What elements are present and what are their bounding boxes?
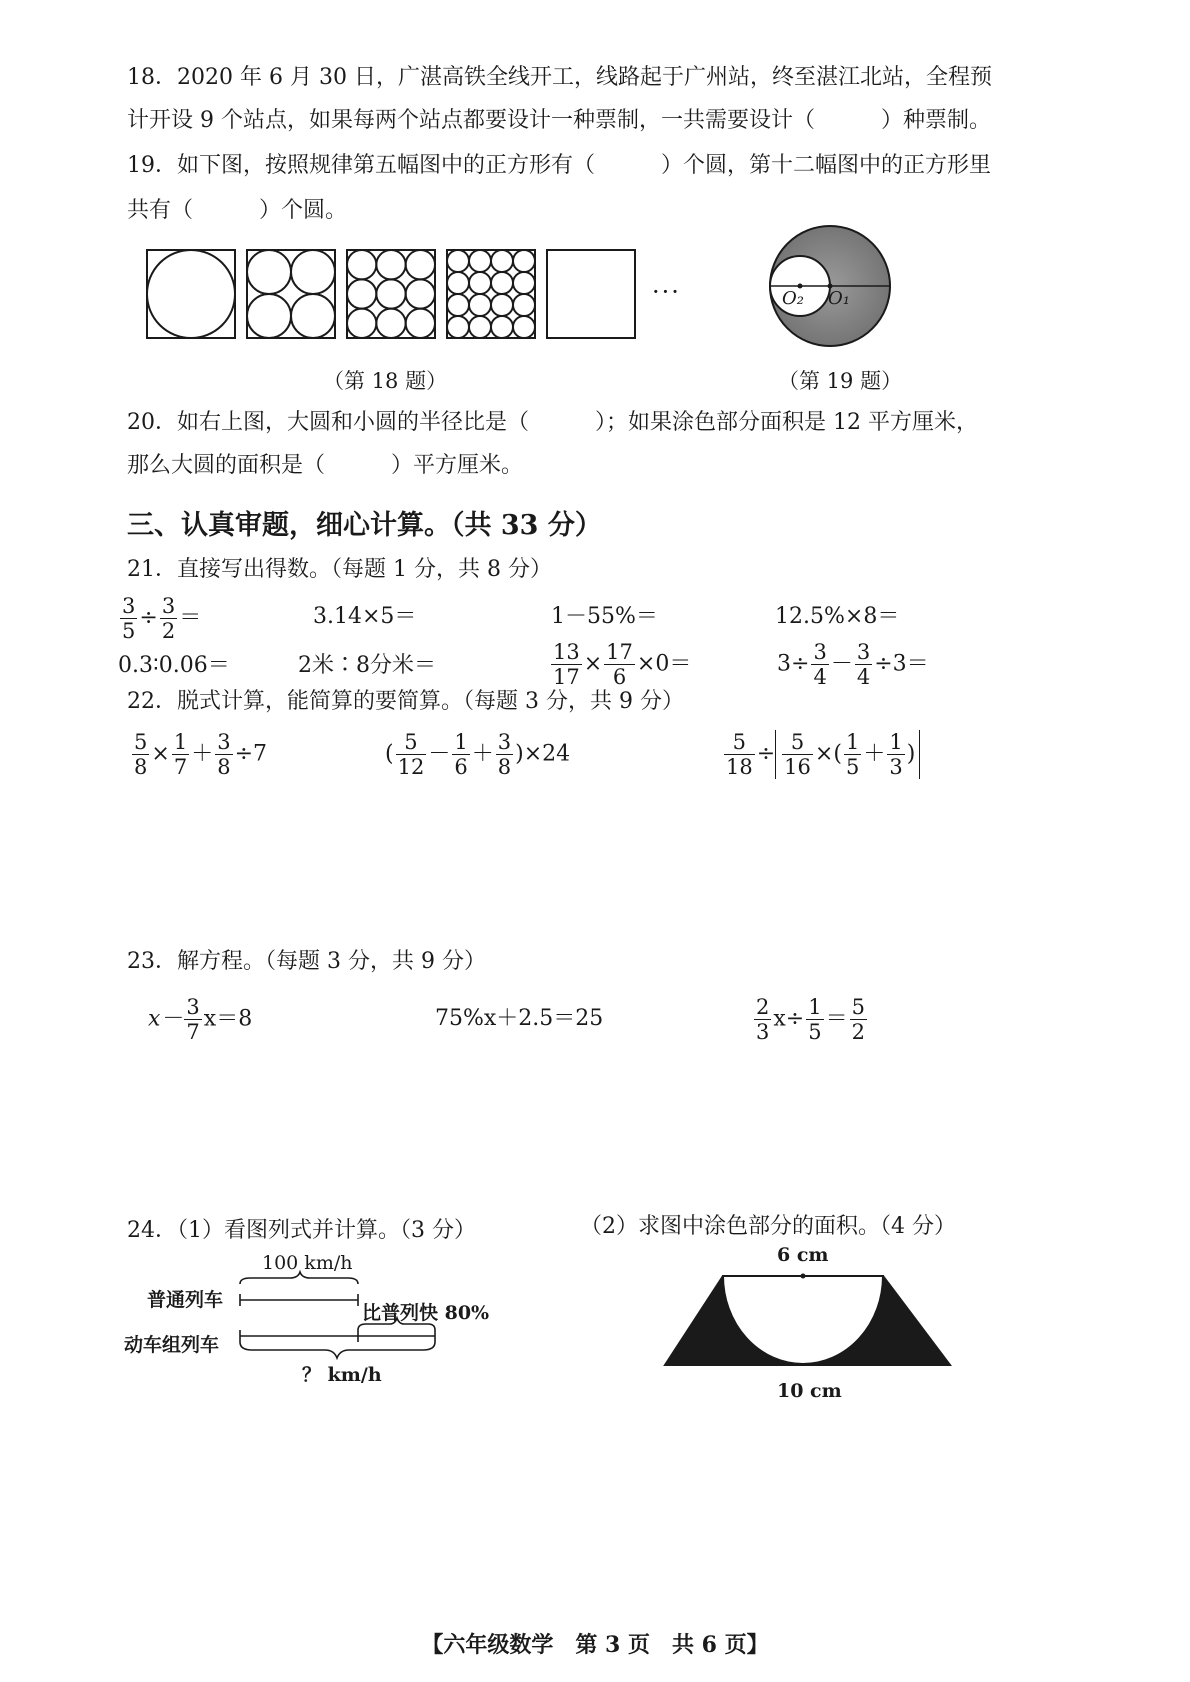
q23-expr-1: x－ $\frac{3}{7}$ x＝8 — [148, 995, 253, 1044]
train-segment-diagram — [230, 1270, 450, 1360]
pattern-circle — [513, 272, 535, 294]
page-footer: 【六年级数学 第 3 页 共 6 页】 — [421, 1632, 769, 1658]
square-bracket: $\frac{5}{16}$ ×( $\frac{1}{5}$ ＋ $\frac{1}{3}$ ) — [775, 730, 920, 779]
q21-expr-1: $\frac{3}{5}$ ÷ $\frac{3}{2}$ ＝ — [122, 594, 202, 643]
caption-q18: （第 18 题） — [323, 369, 448, 393]
label-emu-train: 动车组列车 — [124, 1334, 220, 1356]
q21-expr-2: 3.14×5＝ — [313, 604, 417, 629]
pattern-circle — [491, 250, 513, 272]
pattern-square-3 — [347, 250, 435, 338]
pattern-circle — [491, 272, 513, 294]
section-3-title: 三、认真审题，细心计算。（共 33 分） — [127, 510, 602, 541]
pattern-circle — [447, 272, 469, 294]
label-normal-train: 普通列车 — [147, 1289, 224, 1311]
pattern-circle — [469, 272, 491, 294]
pattern-circle — [491, 316, 513, 338]
pattern-square-2 — [247, 250, 335, 338]
pattern-square-5 — [547, 250, 635, 338]
pattern-circle — [406, 279, 435, 308]
pattern-circle — [491, 294, 513, 316]
pattern-circle — [376, 309, 405, 338]
q21-expr-5: 0.3∶0.06＝ — [118, 653, 230, 678]
pattern-circle — [376, 279, 405, 308]
q21-expr-3: 1－55%＝ — [551, 604, 658, 629]
q22-expr-3: $\frac{5}{18}$ ÷ $\frac{5}{16}$ ×( $\frac{1}{5}$ ＋ $\frac{1}{3}$ ) — [722, 730, 920, 779]
pattern-circle — [406, 309, 435, 338]
q22-title: 22．脱式计算，能简算的要简算。（每题 3 分，共 9 分） — [127, 689, 684, 714]
q21-expr-7: $\frac{13}{17}$ × $\frac{17}{6}$ ×0＝ — [553, 640, 692, 689]
q23-expr-2: 75%x＋2.5＝25 — [435, 1006, 604, 1031]
q24-part1: 24．（1）看图列式并计算。（3 分） — [127, 1218, 476, 1243]
label-faster: 比普列快 80% — [362, 1302, 490, 1324]
top-length: 6 cm — [777, 1244, 829, 1266]
pattern-circle — [513, 294, 535, 316]
circle-pattern-figure — [145, 248, 640, 340]
q24-part2: （2）求图中涂色部分的面积。（4 分） — [580, 1214, 956, 1239]
q21-expr-8: 3÷ $\frac{3}{4}$ － $\frac{3}{4}$ ÷3＝ — [777, 640, 929, 689]
pattern-ellipsis: ··· — [652, 278, 681, 306]
concentric-circles-figure — [762, 220, 902, 350]
q20-line1: 20．如右上图，大圆和小圆的半径比是（ ）；如果涂色部分面积是 12 平方厘米， — [127, 410, 978, 435]
q20-line2: 那么大圆的面积是（ ）平方厘米。 — [127, 453, 524, 478]
q21-expr-4: 12.5%×8＝ — [775, 604, 900, 629]
pattern-circle — [469, 250, 491, 272]
trapezoid-semicircle-figure — [660, 1268, 960, 1378]
pattern-circle — [447, 294, 469, 316]
q21-title: 21．直接写出得数。（每题 1 分，共 8 分） — [127, 557, 552, 582]
pattern-circle — [469, 316, 491, 338]
q19-line2: 共有（ ）个圆。 — [127, 198, 348, 223]
q23-title: 23．解方程。（每题 3 分，共 9 分） — [127, 949, 486, 974]
bottom-length: 10 cm — [777, 1380, 842, 1402]
pattern-circle — [513, 316, 535, 338]
caption-q19: （第 19 题） — [778, 369, 903, 393]
pattern-circle — [447, 316, 469, 338]
pattern-circle — [376, 250, 405, 279]
pattern-circle — [347, 279, 376, 308]
q22-expr-1: $\frac{5}{8}$ × $\frac{1}{7}$ ＋ $\frac{3}{8}$ ÷7 — [134, 730, 268, 779]
q18-line2: 计开设 9 个站点，如果每两个站点都要设计一种票制，一共需要设计（ ）种票制。 — [127, 108, 991, 133]
pattern-circle — [406, 250, 435, 279]
speed-top: 100 km/h — [262, 1252, 353, 1274]
pattern-circle — [447, 250, 469, 272]
pattern-circle — [513, 250, 535, 272]
q21-expr-6: 2米∶8分米＝ — [298, 653, 436, 678]
speed-bottom: ？ km/h — [302, 1364, 382, 1386]
pattern-circle — [347, 309, 376, 338]
q23-expr-3: $\frac{2}{3}$ x÷ $\frac{1}{5}$ ＝ $\frac{5}{2}$ — [756, 995, 865, 1044]
pattern-circle — [347, 250, 376, 279]
q18-line1: 18．2020 年 6 月 30 日，广湛高铁全线开工，线路起于广州站，终至湛江北站，全程预 — [127, 65, 992, 90]
q19-line1: 19．如下图，按照规律第五幅图中的正方形有（ ）个圆，第十二幅图中的正方形里 — [127, 153, 991, 178]
label-o2: O₂ — [782, 288, 804, 309]
pattern-circle — [469, 294, 491, 316]
label-o1: O₁ — [828, 288, 850, 309]
q22-expr-2: ( $\frac{5}{12}$ － $\frac{1}{6}$ ＋ $\frac{3}{8}$ )×24 — [385, 730, 571, 779]
